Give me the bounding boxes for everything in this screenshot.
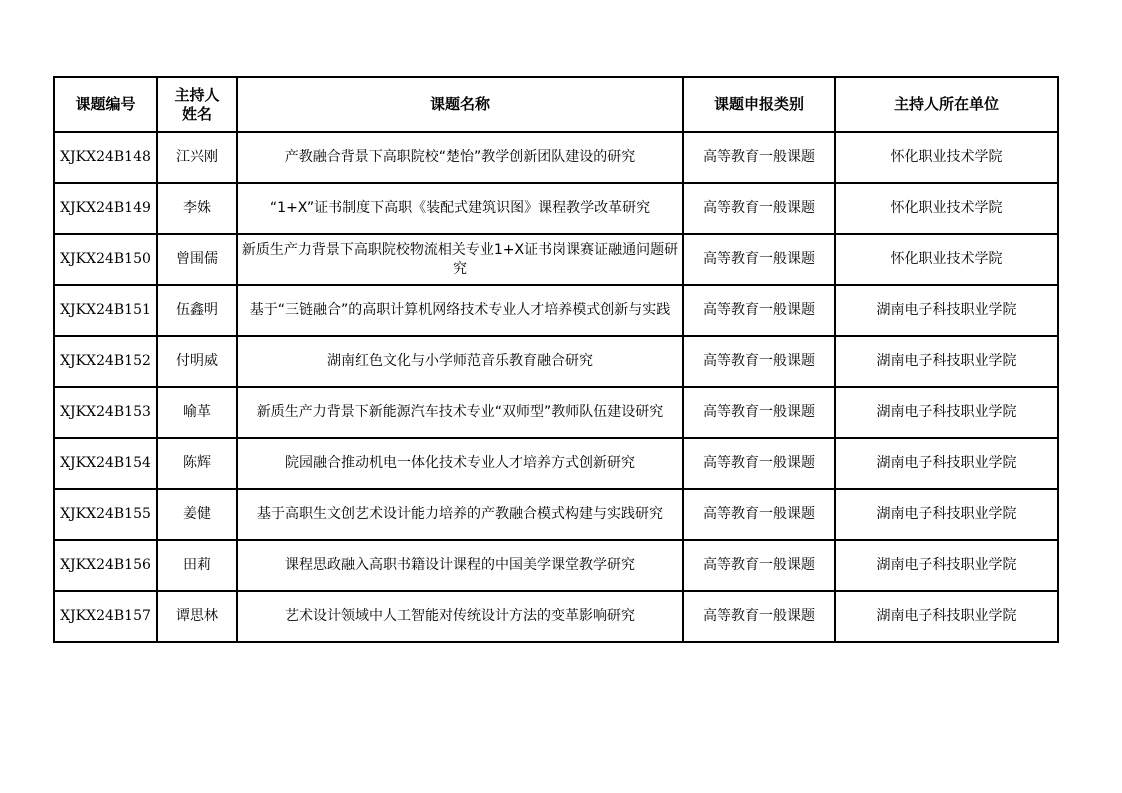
- cell-category: 高等教育一般课题: [683, 489, 835, 540]
- table-row: [54, 489, 1058, 540]
- cell-category: 高等教育一般课题: [683, 336, 835, 387]
- cell-unit: 湖南电子科技职业学院: [835, 285, 1058, 336]
- cell-unit: 湖南电子科技职业学院: [835, 387, 1058, 438]
- cell-title: 新质生产力背景下高职院校物流相关专业1+X证书岗课赛证融通问题研究: [237, 234, 683, 285]
- cell-unit: 湖南电子科技职业学院: [835, 540, 1058, 591]
- table-row: [54, 234, 1058, 285]
- cell-code: XJKX24B156: [54, 540, 157, 591]
- cell-category: 高等教育一般课题: [683, 387, 835, 438]
- table-row: [54, 285, 1058, 336]
- cell-host: 伍鑫明: [157, 285, 237, 336]
- header-host-line1: 主持人: [174, 85, 220, 104]
- cell-unit: 湖南电子科技职业学院: [835, 336, 1058, 387]
- cell-host: 谭思林: [157, 591, 237, 642]
- cell-code: XJKX24B154: [54, 438, 157, 489]
- table-row: [54, 591, 1058, 642]
- cell-title: 课程思政融入高职书籍设计课程的中国美学课堂教学研究: [237, 540, 683, 591]
- table-row: [54, 183, 1058, 234]
- cell-unit: 湖南电子科技职业学院: [835, 591, 1058, 642]
- cell-host: 姜健: [157, 489, 237, 540]
- cell-host: 陈辉: [157, 438, 237, 489]
- cell-title: 新质生产力背景下新能源汽车技术专业“双师型”教师队伍建设研究: [237, 387, 683, 438]
- cell-title: “1+X”证书制度下高职《装配式建筑识图》课程教学改革研究: [237, 183, 683, 234]
- table-row: [54, 132, 1058, 183]
- cell-category: 高等教育一般课题: [683, 285, 835, 336]
- project-table: [53, 76, 1059, 643]
- cell-title: 基于高职生文创艺术设计能力培养的产教融合模式构建与实践研究: [237, 489, 683, 540]
- cell-unit: 怀化职业技术学院: [835, 183, 1058, 234]
- cell-category: 高等教育一般课题: [683, 438, 835, 489]
- header-code: 课题编号: [54, 77, 157, 132]
- cell-category: 高等教育一般课题: [683, 234, 835, 285]
- cell-category: 高等教育一般课题: [683, 132, 835, 183]
- cell-code: XJKX24B152: [54, 336, 157, 387]
- cell-host: 曾围儒: [157, 234, 237, 285]
- cell-category: 高等教育一般课题: [683, 183, 835, 234]
- table-row: [54, 540, 1058, 591]
- cell-code: XJKX24B153: [54, 387, 157, 438]
- cell-host: 喻革: [157, 387, 237, 438]
- header-row: [54, 77, 1058, 132]
- cell-unit: 怀化职业技术学院: [835, 132, 1058, 183]
- cell-unit: 怀化职业技术学院: [835, 234, 1058, 285]
- header-host: [157, 77, 237, 132]
- table-row: [54, 387, 1058, 438]
- header-title: 课题名称: [237, 77, 683, 132]
- cell-title: 产教融合背景下高职院校“楚怡”教学创新团队建设的研究: [237, 132, 683, 183]
- header-host-line2: 姓名: [181, 104, 212, 123]
- table-row: [54, 438, 1058, 489]
- cell-host: 田莉: [157, 540, 237, 591]
- cell-code: XJKX24B149: [54, 183, 157, 234]
- cell-title: 湖南红色文化与小学师范音乐教育融合研究: [237, 336, 683, 387]
- cell-unit: 湖南电子科技职业学院: [835, 438, 1058, 489]
- cell-host: 付明威: [157, 336, 237, 387]
- cell-code: XJKX24B157: [54, 591, 157, 642]
- cell-unit: 湖南电子科技职业学院: [835, 489, 1058, 540]
- table-row: [54, 336, 1058, 387]
- header-unit: 主持人所在单位: [835, 77, 1058, 132]
- cell-category: 高等教育一般课题: [683, 540, 835, 591]
- cell-title: 基于“三链融合”的高职计算机网络技术专业人才培养模式创新与实践: [237, 285, 683, 336]
- cell-code: XJKX24B151: [54, 285, 157, 336]
- cell-code: XJKX24B155: [54, 489, 157, 540]
- header-category: 课题申报类别: [683, 77, 835, 132]
- project-list-sheet: [53, 76, 1057, 643]
- cell-code: XJKX24B148: [54, 132, 157, 183]
- cell-title: 艺术设计领域中人工智能对传统设计方法的变革影响研究: [237, 591, 683, 642]
- cell-code: XJKX24B150: [54, 234, 157, 285]
- cell-host: 李姝: [157, 183, 237, 234]
- cell-host: 江兴刚: [157, 132, 237, 183]
- cell-category: 高等教育一般课题: [683, 591, 835, 642]
- cell-title: 院园融合推动机电一体化技术专业人才培养方式创新研究: [237, 438, 683, 489]
